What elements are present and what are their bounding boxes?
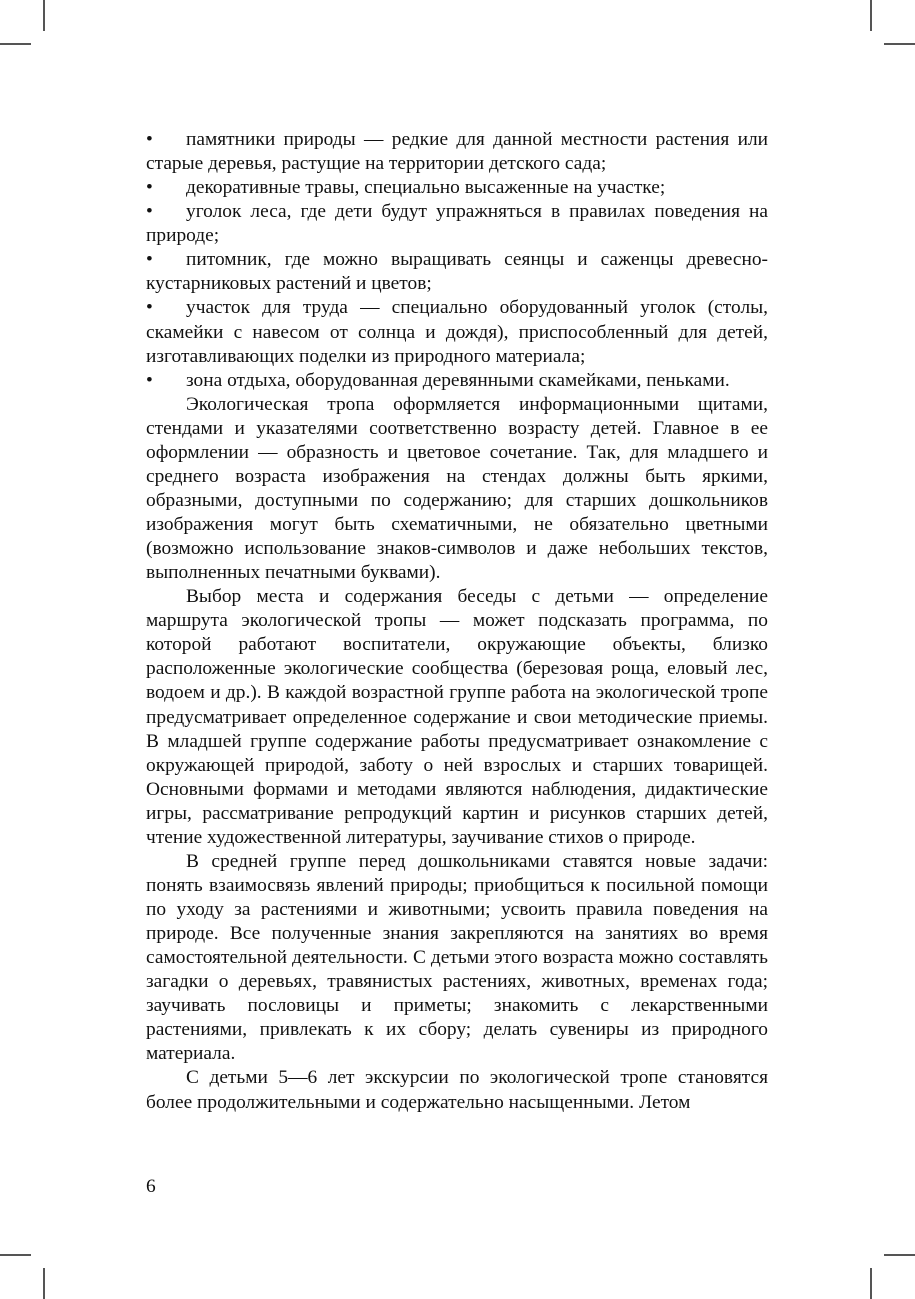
bullet-text: памятники природы — редкие для данной местности растения или старые деревья, растущие на территории детского сада; [146, 129, 768, 175]
bullet-text: зона отдыха, оборудованная деревянными скамейками, пеньками. [186, 369, 730, 391]
crop-mark-top-right-vertical [870, 0, 872, 31]
paragraph: Выбор места и содержания беседы с детьми — определение маршрута экологической тропы — может подсказать программа, по которой работают воспитатели, окружающие объекты, близко расположенные экологические сообщества (березовая роща, еловый лес, водоем и др.). В каждой возрастной группе работа на экологической тропе предусматривает определенное содержание и свои методические приемы. В младшей группе содержание работы предусматривает ознакомление с окружающей природой, заботу о ней взрослых и старших товарищей. Основными формами и методами являются наблюдения, дидактические игры, рассматривание репродукций картин и рисунков старших детей, чтение художественной литературы, заучивание стихов о природе. [146, 586, 768, 848]
page-number: 6 [146, 1176, 156, 1197]
paragraph: С детьми 5—6 лет экскурсии по экологической тропе становятся более продолжительными и содержательно насыщенными. Летом [146, 1067, 768, 1113]
paragraph: В средней группе перед дошкольниками ставятся новые задачи: понять взаимосвязь явлений природы; приобщиться к посильной помощи по уходу за растениями и животными; усвоить правила поведения на природе. Все полученные знания закрепляются на занятиях во время самостоятельной деятельности. С детьми этого возраста можно составлять загадки о деревьях, травянистых растениях, животных, временах года; заучивать пословицы и приметы; знакомить с лекарственными растениями, привлекать к их сбору; делать сувениры из природного материала. [146, 850, 768, 1065]
paragraph: Экологическая тропа оформляется информационными щитами, стендами и указателями соответственно возрасту детей. Главное в ее оформлении — образность и цветовое сочетание. Так, для младшего и среднего возраста изображения на стендах должны быть яркими, образными, доступными по содержанию; для старших дошкольников изображения могут быть схематичными, не обязательно цветными (возможно использование знаков-символов и даже небольших текстов, выполненных печатными буквами). [146, 393, 768, 584]
crop-mark-top-right-horizontal [884, 43, 915, 45]
bullet-item [146, 200, 768, 248]
crop-mark-bottom-right-vertical [870, 1268, 872, 1299]
crop-mark-bottom-left-vertical [43, 1268, 45, 1299]
bullet-text: уголок леса, где дети будут упражняться в правилах поведения на природе; [146, 201, 768, 247]
bullet-icon: • [146, 177, 153, 199]
crop-mark-top-left-vertical [43, 0, 45, 31]
bullet-item [146, 369, 768, 393]
bullet-icon: • [146, 297, 153, 319]
bullet-text: декоративные травы, специально высаженные на участке; [186, 177, 666, 199]
page-body [146, 128, 768, 1115]
bullet-item [146, 296, 768, 368]
bullet-item [146, 248, 768, 296]
crop-mark-top-left-horizontal [0, 43, 31, 45]
crop-mark-bottom-right-horizontal [884, 1254, 915, 1256]
bullet-icon: • [146, 369, 153, 391]
bullet-icon: • [146, 249, 153, 271]
bullet-icon: • [146, 201, 153, 223]
bullet-item [146, 128, 768, 176]
bullet-item [146, 176, 768, 200]
bullet-icon: • [146, 129, 153, 150]
crop-mark-bottom-left-horizontal [0, 1254, 31, 1256]
bullet-text: участок для труда — специально оборудованный уголок (столы, скамейки с навесом от солнца и дождя), приспособленный для детей, изготавливающих поделки из природного материала; [146, 297, 768, 367]
bullet-text: питомник, где можно выращивать сеянцы и саженцы древесно-кустарниковых растений и цветов; [146, 249, 768, 295]
bullet-list [146, 128, 768, 393]
